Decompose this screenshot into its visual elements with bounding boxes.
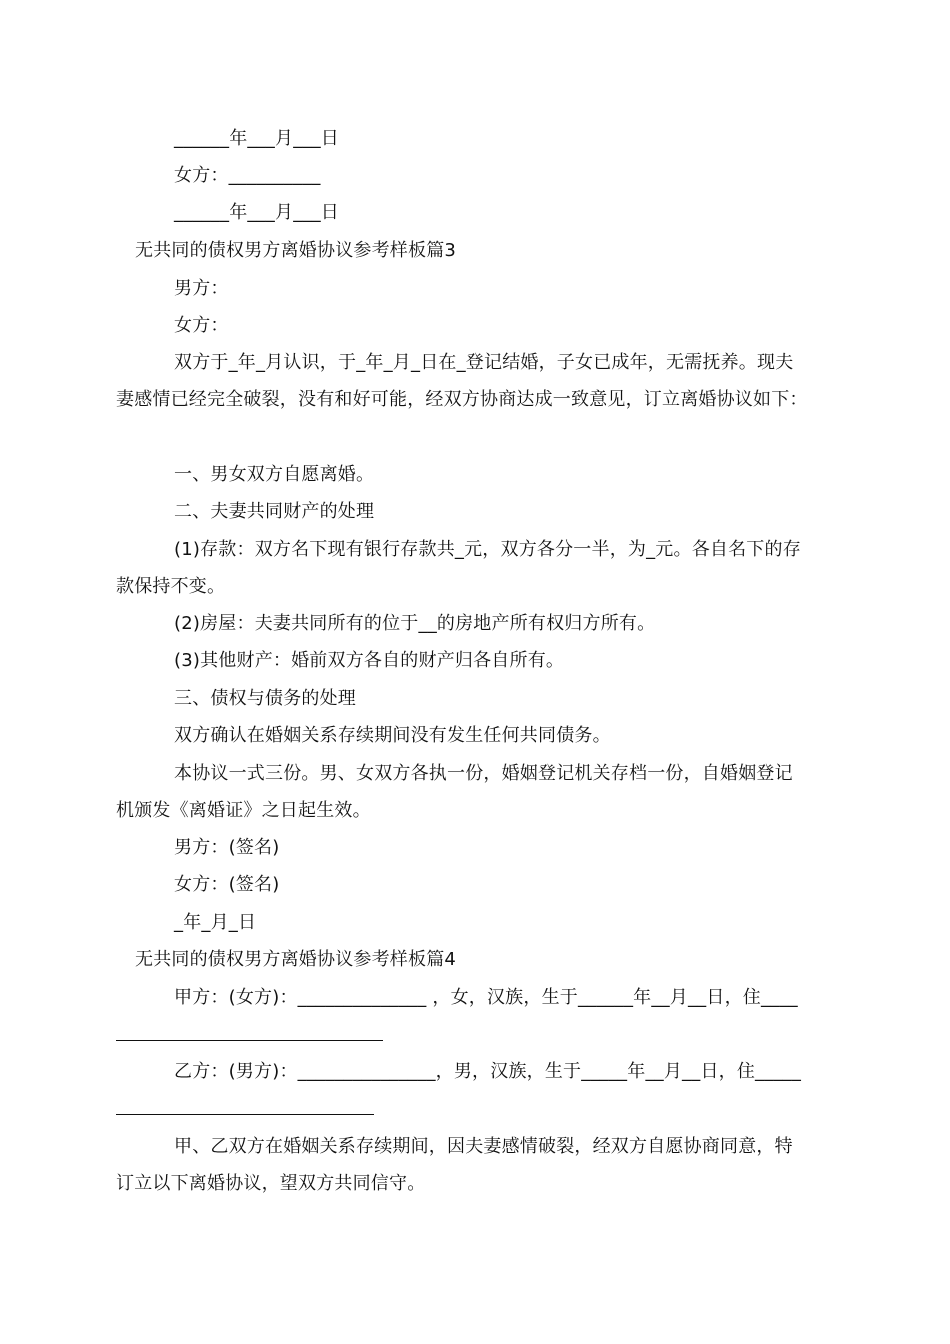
paragraph-line: 甲、乙双方在婚姻关系存续期间，因夫妻感情破裂，经双方自愿协商同意，特 [174,1136,793,1157]
section-heading: 无共同的债权男方离婚协议参考样板篇3 [135,240,457,261]
blank-underline [116,1114,374,1115]
section-heading: 无共同的债权男方离婚协议参考样板篇4 [135,949,457,970]
male-party-line: 男方： [174,278,229,299]
paragraph-line: 机颁发《离婚证》之日起生效。 [116,800,371,821]
blank-underline [116,1040,383,1041]
paragraph-line: 妻感情已经完全破裂，没有和好可能，经双方协商达成一致意见，订立离婚协议如下： [116,389,808,410]
paragraph-line: 双方确认在婚姻关系存续期间没有发生任何共同债务。 [174,725,611,746]
clause-line: 二、夫妻共同财产的处理 [174,501,375,522]
paragraph-line: (1)存款：双方名下现有银行存款共_元，双方各分一半，为_元。各自名下的存 [174,539,801,560]
party-a-line: 甲方：(女方)：______________ ，女，汉族，生于______年__月__日，住____ [174,987,798,1008]
paragraph-line: 款保持不变。 [116,576,226,597]
date-line: ______年___月___日 [174,202,339,223]
female-party-line: 女方：__________ [174,165,321,186]
signature-line: 男方：(签名) [174,837,280,858]
paragraph-line: 本协议一式三份。男、女双方各执一份，婚姻登记机关存档一份，自婚姻登记 [174,763,793,784]
signature-line: 女方：(签名) [174,874,280,895]
clause-line: (2)房屋：夫妻共同所有的位于__的房地产所有权归方所有。 [174,613,656,634]
party-b-line: 乙方：(男方)：_______________，男，汉族，生于_____年__月__日，住_____ [174,1061,802,1082]
paragraph-line: 订立以下离婚协议，望双方共同信守。 [116,1173,426,1194]
paragraph-line: 双方于_年_月认识，于_年_月_日在_登记结婚，子女已成年，无需抚养。现夫 [174,352,794,373]
clause-line: 一、男女双方自愿离婚。 [174,464,375,485]
female-party-line: 女方： [174,315,229,336]
clause-line: (3)其他财产：婚前双方各自的财产归各自所有。 [174,650,565,671]
date-line: _年_月_日 [174,912,257,933]
date-line: ______年___月___日 [174,128,339,149]
clause-line: 三、债权与债务的处理 [174,688,356,709]
